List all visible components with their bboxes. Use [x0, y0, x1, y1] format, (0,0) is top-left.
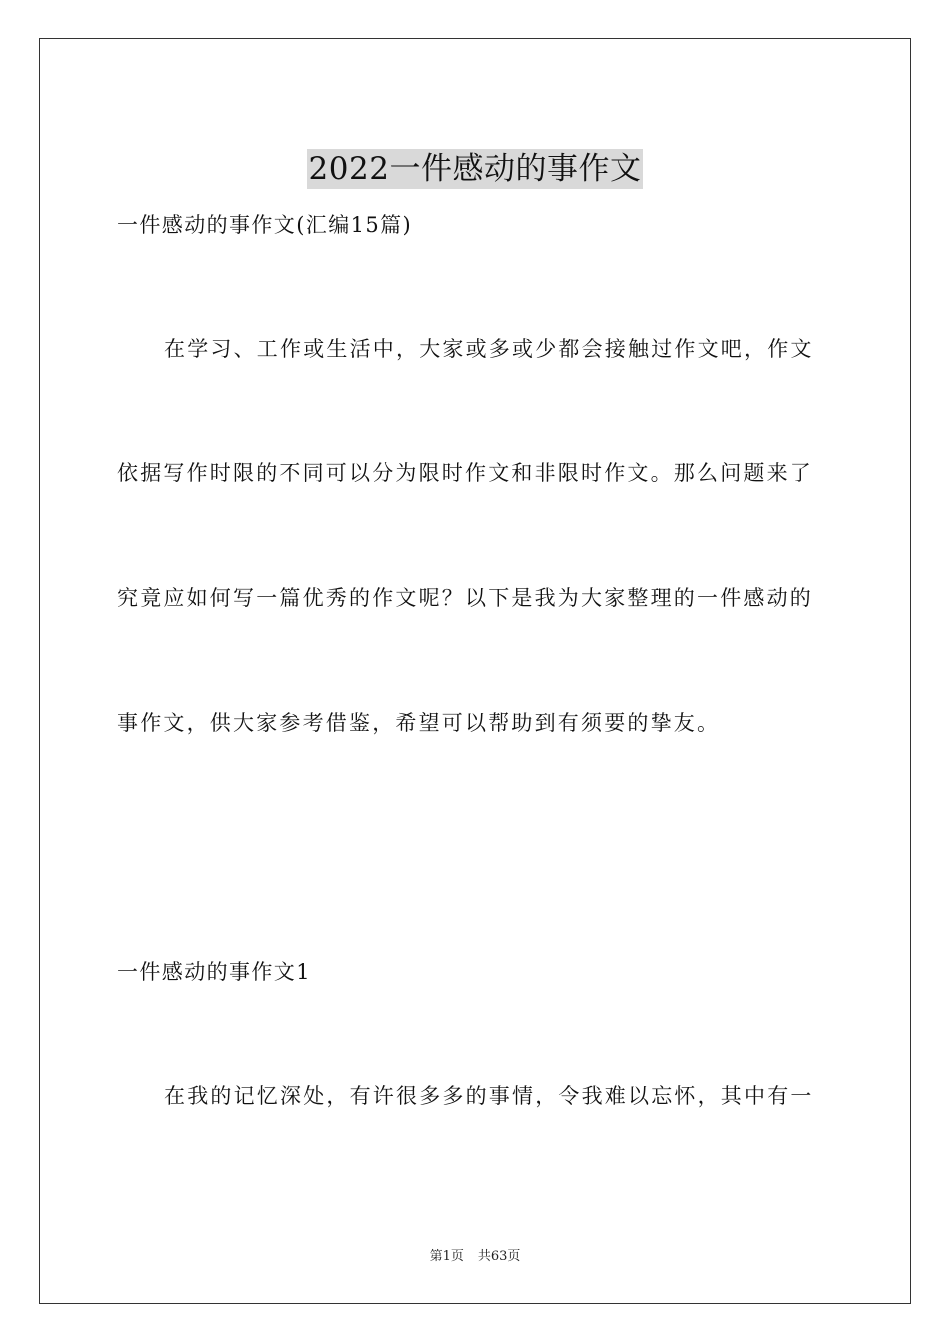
page-footer [0, 1249, 950, 1265]
intro-paragraph-line-4: 事作文，供大家参考借鉴，希望可以帮助到有须要的挚友。 [117, 711, 721, 735]
intro-paragraph-line-3: 究竟应如何写一篇优秀的作文呢？以下是我为大家整理的一件感动的 [117, 586, 813, 610]
document-subtitle: 一件感动的事作文(汇编15篇) [117, 213, 413, 237]
page-number: 第1页 [429, 1249, 464, 1264]
intro-paragraph-line-1: 在学习、工作或生活中，大家或多或少都会接触过作文吧，作文 [164, 337, 814, 361]
intro-paragraph-line-2: 依据写作时限的不同可以分为限时作文和非限时作文。那么问题来了 [117, 461, 813, 485]
section-paragraph-line-1: 在我的记忆深处，有许很多多的事情，令我难以忘怀，其中有一 [164, 1084, 814, 1108]
document-title: 2022一件感动的事作文 [308, 150, 642, 187]
title-container [0, 128, 950, 210]
page-total: 共63页 [477, 1249, 521, 1264]
section-heading: 一件感动的事作文1 [117, 960, 311, 984]
